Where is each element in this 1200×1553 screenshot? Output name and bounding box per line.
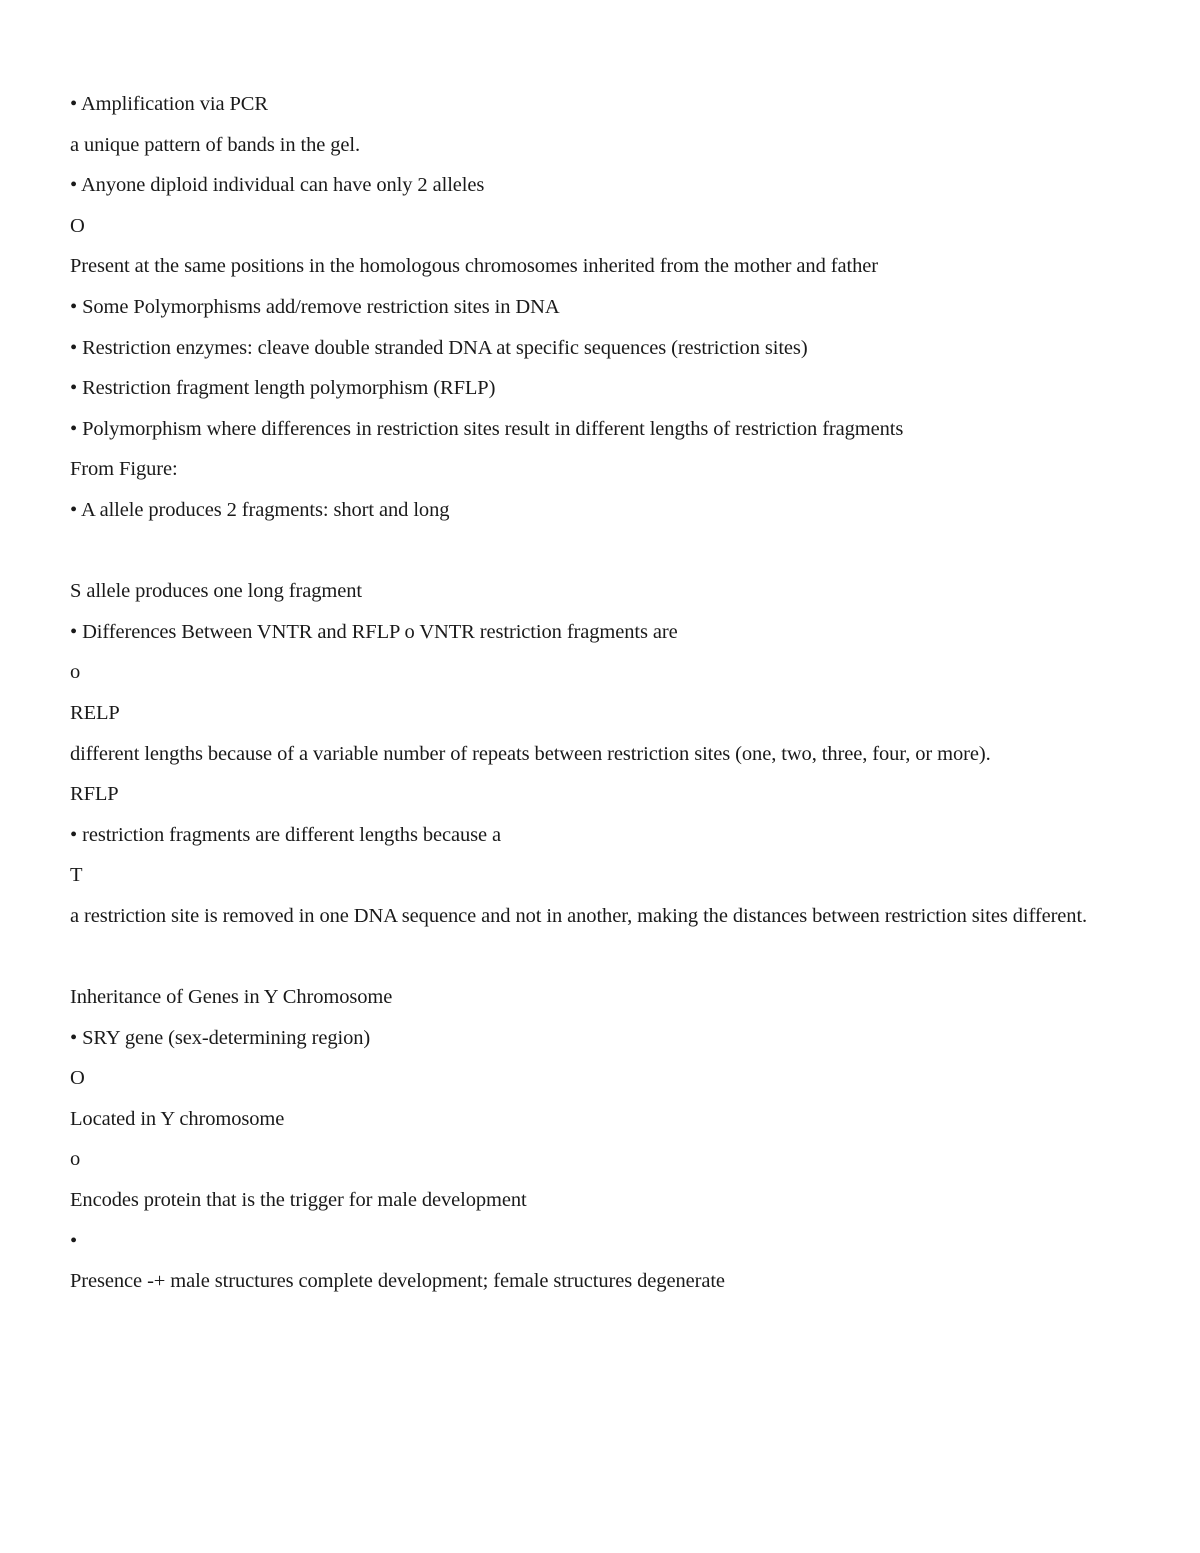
text-from-figure: From Figure: bbox=[70, 458, 178, 481]
bullet-diploid-alleles: • Anyone diploid individual can have only 2 alleles bbox=[70, 174, 485, 197]
bullet-marker: • bbox=[70, 1229, 78, 1252]
bullet-vntr-rflp-differences: • Differences Between VNTR and RFLP o VNTR restriction fragments are bbox=[70, 620, 678, 643]
label-rflp: RFLP bbox=[70, 783, 119, 806]
text-located-y: Located in Y chromosome bbox=[70, 1107, 285, 1130]
bullet-polymorphisms-restriction: • Some Polymorphisms add/remove restriction sites in DNA bbox=[70, 295, 560, 318]
bullet-rflp-definition: • Restriction fragment length polymorphism (RFLP) bbox=[70, 377, 496, 400]
blank-line-2 bbox=[70, 936, 1130, 977]
marker-o-1: O bbox=[70, 214, 85, 237]
text-restriction-site-removed: a restriction site is removed in one DNA sequence and not in another, making the distances between restriction sites different. bbox=[70, 904, 1088, 927]
text-presence-male-structures: Presence -+ male structures complete development; female structures degenerate bbox=[70, 1270, 725, 1293]
bullet-sry-gene: • SRY gene (sex-determining region) bbox=[70, 1026, 371, 1049]
document-body bbox=[70, 84, 1130, 1302]
marker-o-4: o bbox=[70, 1148, 81, 1171]
marker-o-2: o bbox=[70, 661, 81, 684]
text-s-allele: S allele produces one long fragment bbox=[70, 580, 362, 603]
blank-line-1 bbox=[70, 531, 1130, 572]
marker-o-3: O bbox=[70, 1067, 85, 1090]
heading-y-chromosome: Inheritance of Genes in Y Chromosome bbox=[70, 986, 393, 1009]
marker-t: T bbox=[70, 864, 83, 887]
text-homologous-positions: Present at the same positions in the homologous chromosomes inherited from the mother and father bbox=[70, 255, 878, 278]
bullet-amplification-pcr: • Amplification via PCR bbox=[70, 93, 268, 115]
bullet-restriction-enzymes: • Restriction enzymes: cleave double stranded DNA at specific sequences (restriction sites) bbox=[70, 336, 808, 359]
text-unique-pattern: a unique pattern of bands in the gel. bbox=[70, 133, 361, 156]
text-encodes-protein: Encodes protein that is the trigger for male development bbox=[70, 1189, 527, 1212]
text-variable-repeats: different lengths because of a variable number of repeats between restriction sites (one, two, three, four, or more). bbox=[70, 742, 991, 765]
bullet-polymorphism-fragments: • Polymorphism where differences in restriction sites result in different lengths of restriction fragments bbox=[70, 417, 904, 440]
bullet-restriction-fragments-lengths: • restriction fragments are different lengths because a bbox=[70, 823, 502, 846]
bullet-a-allele: • A allele produces 2 fragments: short and long bbox=[70, 498, 450, 521]
label-relp: RELP bbox=[70, 701, 120, 724]
